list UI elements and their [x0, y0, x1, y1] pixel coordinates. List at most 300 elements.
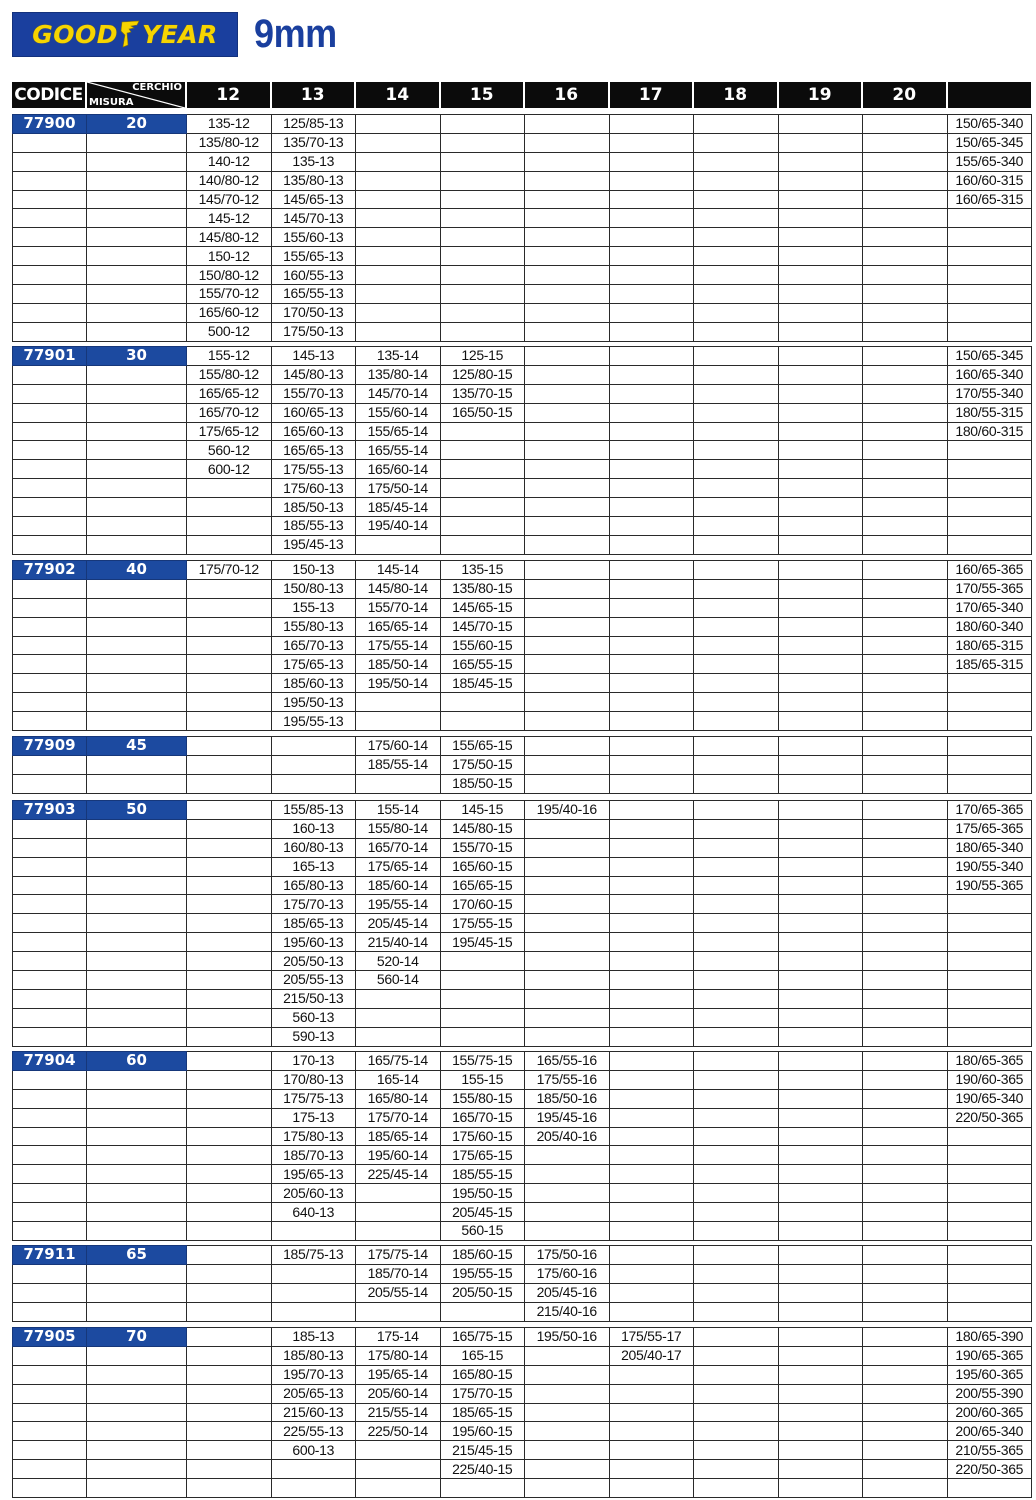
tire-size-cell: 175-13 — [271, 1108, 356, 1127]
tire-size-cell: 185/50-16 — [525, 1089, 610, 1108]
table-row — [13, 737, 1032, 756]
table-row — [13, 636, 1032, 655]
tire-size-cell — [778, 247, 863, 266]
tire-size-cell — [863, 1246, 948, 1265]
tire-size-cell — [694, 1479, 779, 1498]
tire-size-cell — [863, 655, 948, 674]
table-row — [13, 1165, 1032, 1184]
tire-size-cell — [694, 636, 779, 655]
codice-empty — [13, 133, 87, 152]
codice-value: 77911 — [13, 1246, 87, 1265]
tire-size-cell — [525, 857, 610, 876]
tire-size-cell — [187, 952, 272, 971]
tire-size-cell — [778, 989, 863, 1008]
tire-size-cell — [609, 422, 694, 441]
tire-size-cell — [778, 347, 863, 366]
tire-size-cell — [187, 1365, 272, 1384]
tire-size-cell — [187, 617, 272, 636]
tire-size-cell — [609, 1246, 694, 1265]
tire-size-cell — [356, 1184, 441, 1203]
misura-empty — [87, 1384, 187, 1403]
tire-size-cell — [525, 838, 610, 857]
tire-size-cell — [525, 933, 610, 952]
tire-size-cell — [525, 247, 610, 266]
tire-size-cell — [187, 1460, 272, 1479]
tire-size-cell — [525, 674, 610, 693]
tire-size-cell — [863, 755, 948, 774]
tire-size-cell: 145/65-15 — [440, 598, 525, 617]
tire-size-cell — [694, 712, 779, 731]
tire-size-cell — [609, 1365, 694, 1384]
table-row — [13, 693, 1032, 712]
tire-size-extra-cell — [947, 303, 1032, 322]
misura-label: MISURA — [89, 97, 134, 108]
table-row — [13, 819, 1032, 838]
table-row — [13, 1460, 1032, 1479]
tire-size-cell: 175/50-13 — [271, 322, 356, 341]
tire-size-cell: 175/80-13 — [271, 1127, 356, 1146]
codice-empty — [13, 674, 87, 693]
tire-size-cell — [609, 133, 694, 152]
tire-size-cell — [778, 1460, 863, 1479]
misura-empty — [87, 693, 187, 712]
tire-size-cell — [187, 1027, 272, 1046]
tire-size-cell — [525, 1146, 610, 1165]
column-header-rim-20: 20 — [862, 82, 947, 108]
table-row — [13, 190, 1032, 209]
misura-empty — [87, 1108, 187, 1127]
column-header-rim-18: 18 — [693, 82, 778, 108]
tire-size-cell — [187, 1184, 272, 1203]
tire-size-cell — [609, 1165, 694, 1184]
tire-size-cell — [356, 989, 441, 1008]
codice-value: 77900 — [13, 115, 87, 134]
tire-size-cell — [525, 365, 610, 384]
tire-size-cell — [863, 693, 948, 712]
tire-size-cell — [694, 535, 779, 554]
tire-size-cell — [609, 857, 694, 876]
tire-size-extra-cell: 190/60-365 — [947, 1070, 1032, 1089]
tire-size-cell — [778, 598, 863, 617]
tire-size-extra-cell: 200/55-390 — [947, 1384, 1032, 1403]
codice-empty — [13, 171, 87, 190]
tire-size-cell — [609, 1203, 694, 1222]
winged-foot-icon — [119, 19, 141, 49]
table-row — [13, 347, 1032, 366]
tire-size-extra-cell: 170/65-365 — [947, 801, 1032, 820]
tire-size-cell — [609, 914, 694, 933]
tire-size-cell: 145/65-13 — [271, 190, 356, 209]
tire-size-cell — [863, 1089, 948, 1108]
tire-size-cell — [863, 115, 948, 134]
tire-size-cell: 135/80-12 — [187, 133, 272, 152]
tire-size-cell: 155-15 — [440, 1070, 525, 1089]
table-row — [13, 209, 1032, 228]
tire-size-cell — [863, 1264, 948, 1283]
tire-size-cell: 135-12 — [187, 115, 272, 134]
tire-size-cell — [863, 1027, 948, 1046]
tire-size-cell — [440, 1008, 525, 1027]
codice-empty — [13, 933, 87, 952]
tire-size-cell: 135-13 — [271, 152, 356, 171]
tire-size-cell: 215/55-14 — [356, 1403, 441, 1422]
tire-size-cell — [187, 755, 272, 774]
codice-empty — [13, 1441, 87, 1460]
tire-size-cell: 175/55-17 — [609, 1328, 694, 1347]
tire-size-cell: 165/55-15 — [440, 655, 525, 674]
tire-size-cell — [778, 303, 863, 322]
tire-size-cell: 145/70-14 — [356, 384, 441, 403]
tire-size-cell: 175/70-12 — [187, 561, 272, 580]
section-table-5 — [12, 1051, 1032, 1241]
codice-empty — [13, 693, 87, 712]
tire-size-cell — [525, 535, 610, 554]
codice-empty — [13, 712, 87, 731]
table-row — [13, 989, 1032, 1008]
tire-size-extra-cell: 150/65-340 — [947, 115, 1032, 134]
tire-size-cell: 195/50-16 — [525, 1328, 610, 1347]
tire-size-extra-cell — [947, 1222, 1032, 1241]
tire-size-extra-cell — [947, 1127, 1032, 1146]
tire-size-cell: 125/85-13 — [271, 115, 356, 134]
misura-value: 65 — [87, 1246, 187, 1265]
section-table-0 — [12, 114, 1032, 342]
tire-size-cell — [525, 322, 610, 341]
misura-empty — [87, 285, 187, 304]
tire-size-cell: 145-14 — [356, 561, 441, 580]
section-table-2 — [12, 560, 1032, 731]
tire-size-cell — [440, 322, 525, 341]
tire-size-cell — [863, 228, 948, 247]
tire-size-cell — [440, 441, 525, 460]
table-row — [13, 479, 1032, 498]
tire-size-cell — [694, 1184, 779, 1203]
tire-size-cell: 205/60-13 — [271, 1184, 356, 1203]
misura-empty — [87, 895, 187, 914]
tire-size-extra-cell: 190/65-340 — [947, 1089, 1032, 1108]
tire-size-cell — [863, 1127, 948, 1146]
tire-size-cell — [440, 422, 525, 441]
tire-size-extra-cell — [947, 1165, 1032, 1184]
tire-size-cell — [525, 712, 610, 731]
tire-size-cell: 145/70-13 — [271, 209, 356, 228]
tire-size-cell — [187, 1422, 272, 1441]
misura-empty — [87, 247, 187, 266]
tire-size-cell — [609, 819, 694, 838]
tire-size-cell — [440, 989, 525, 1008]
tire-size-cell — [525, 347, 610, 366]
tire-size-cell — [863, 1008, 948, 1027]
tire-size-cell — [863, 1165, 948, 1184]
tire-size-cell — [778, 1302, 863, 1321]
tire-size-cell: 155/65-13 — [271, 247, 356, 266]
tire-size-cell — [778, 655, 863, 674]
tire-size-cell — [694, 617, 779, 636]
tire-size-cell — [525, 1365, 610, 1384]
tire-size-cell — [609, 1460, 694, 1479]
tire-size-extra-cell: 180/60-340 — [947, 617, 1032, 636]
tire-size-cell — [525, 1403, 610, 1422]
misura-empty — [87, 1460, 187, 1479]
misura-empty — [87, 1403, 187, 1422]
codice-empty — [13, 152, 87, 171]
tire-size-cell — [525, 133, 610, 152]
tire-size-extra-cell — [947, 933, 1032, 952]
tire-size-extra-cell — [947, 989, 1032, 1008]
tire-size-cell — [187, 712, 272, 731]
codice-empty — [13, 895, 87, 914]
tire-size-cell — [356, 1460, 441, 1479]
tire-size-cell — [863, 617, 948, 636]
tire-size-cell — [440, 535, 525, 554]
codice-empty — [13, 636, 87, 655]
tire-size-cell: 165/55-16 — [525, 1052, 610, 1071]
table-row — [13, 1403, 1032, 1422]
tire-size-cell — [778, 322, 863, 341]
tire-size-extra-cell — [947, 266, 1032, 285]
tire-size-cell — [863, 171, 948, 190]
tire-size-cell — [187, 1479, 272, 1498]
tire-size-cell — [187, 801, 272, 820]
tire-size-cell — [778, 133, 863, 152]
tire-size-extra-cell: 155/65-340 — [947, 152, 1032, 171]
tire-size-extra-cell: 180/55-315 — [947, 403, 1032, 422]
table-row — [13, 285, 1032, 304]
tire-size-cell — [694, 152, 779, 171]
tire-size-cell — [778, 1052, 863, 1071]
table-row — [13, 617, 1032, 636]
tire-size-cell — [187, 737, 272, 756]
tire-size-cell — [694, 1203, 779, 1222]
tire-size-cell — [525, 876, 610, 895]
tire-size-cell — [609, 247, 694, 266]
table-row — [13, 1052, 1032, 1071]
codice-empty — [13, 517, 87, 536]
tire-size-cell — [271, 737, 356, 756]
tire-size-cell: 195/65-13 — [271, 1165, 356, 1184]
misura-empty — [87, 266, 187, 285]
tire-size-cell: 135-15 — [440, 561, 525, 580]
tire-size-cell — [187, 1403, 272, 1422]
tire-size-cell: 195/70-13 — [271, 1365, 356, 1384]
tire-size-cell — [187, 598, 272, 617]
tire-size-cell — [778, 712, 863, 731]
tire-size-cell — [187, 479, 272, 498]
misura-empty — [87, 190, 187, 209]
tire-size-cell: 185/60-13 — [271, 674, 356, 693]
table-row — [13, 1203, 1032, 1222]
table-row — [13, 774, 1032, 793]
tire-size-cell — [694, 422, 779, 441]
tire-size-cell: 175/60-13 — [271, 479, 356, 498]
tire-size-cell: 185/65-13 — [271, 914, 356, 933]
tire-size-extra-cell: 220/50-365 — [947, 1108, 1032, 1127]
tire-size-cell — [187, 517, 272, 536]
tire-size-cell: 185/65-15 — [440, 1403, 525, 1422]
tire-size-cell — [694, 266, 779, 285]
tire-size-cell — [694, 479, 779, 498]
tire-size-cell — [778, 1027, 863, 1046]
tire-size-cell — [356, 247, 441, 266]
tire-size-cell — [440, 228, 525, 247]
tire-size-cell — [778, 1479, 863, 1498]
tire-size-cell — [778, 441, 863, 460]
misura-empty — [87, 1346, 187, 1365]
tire-size-cell — [525, 693, 610, 712]
tire-size-cell — [863, 460, 948, 479]
tire-size-cell — [778, 115, 863, 134]
tire-size-extra-cell — [947, 1008, 1032, 1027]
tire-size-cell: 205/60-14 — [356, 1384, 441, 1403]
tire-size-cell — [440, 152, 525, 171]
tire-size-cell — [609, 384, 694, 403]
tire-size-cell: 165/55-14 — [356, 441, 441, 460]
tire-size-cell — [863, 674, 948, 693]
tire-size-cell — [863, 1403, 948, 1422]
tire-size-cell: 155/65-15 — [440, 737, 525, 756]
tire-size-cell — [694, 133, 779, 152]
tire-size-cell — [694, 115, 779, 134]
tire-size-cell — [778, 517, 863, 536]
tire-size-cell: 140/80-12 — [187, 171, 272, 190]
tire-size-extra-cell — [947, 322, 1032, 341]
tire-size-cell: 145/80-15 — [440, 819, 525, 838]
tire-size-cell: 195/40-16 — [525, 801, 610, 820]
tire-size-cell — [609, 517, 694, 536]
tire-size-cell — [863, 347, 948, 366]
codice-empty — [13, 1027, 87, 1046]
column-header-extra — [947, 82, 1032, 108]
tire-size-cell — [694, 441, 779, 460]
column-header-rim-19: 19 — [778, 82, 863, 108]
codice-value: 77902 — [13, 561, 87, 580]
tire-size-cell — [609, 1302, 694, 1321]
codice-empty — [13, 1070, 87, 1089]
misura-empty — [87, 441, 187, 460]
tire-size-cell — [694, 1027, 779, 1046]
table-row — [13, 266, 1032, 285]
tire-size-cell: 175/55-14 — [356, 636, 441, 655]
table-row — [13, 517, 1032, 536]
tire-size-extra-cell — [947, 1302, 1032, 1321]
tire-size-cell — [609, 152, 694, 171]
tire-size-cell — [778, 266, 863, 285]
tire-size-cell — [863, 561, 948, 580]
tire-size-cell — [778, 561, 863, 580]
tire-size-cell — [609, 498, 694, 517]
tire-size-cell — [778, 479, 863, 498]
tire-size-cell — [778, 819, 863, 838]
tire-size-cell: 145-15 — [440, 801, 525, 820]
tire-size-cell — [525, 190, 610, 209]
tire-size-cell — [609, 1027, 694, 1046]
misura-empty — [87, 517, 187, 536]
tire-size-cell — [694, 674, 779, 693]
misura-empty — [87, 819, 187, 838]
codice-empty — [13, 1422, 87, 1441]
misura-empty — [87, 712, 187, 731]
tire-size-cell: 590-13 — [271, 1027, 356, 1046]
misura-empty — [87, 535, 187, 554]
tire-size-cell — [694, 1052, 779, 1071]
tire-size-cell: 185/55-14 — [356, 755, 441, 774]
tire-size-cell: 155-14 — [356, 801, 441, 820]
tire-size-cell: 175/65-13 — [271, 655, 356, 674]
tire-size-cell — [694, 579, 779, 598]
tire-size-extra-cell — [947, 1246, 1032, 1265]
tire-size-cell — [863, 247, 948, 266]
tire-size-cell — [694, 1441, 779, 1460]
misura-empty — [87, 1479, 187, 1498]
tire-size-cell: 195/45-13 — [271, 535, 356, 554]
tire-size-cell — [694, 895, 779, 914]
tire-size-cell — [609, 1422, 694, 1441]
codice-empty — [13, 876, 87, 895]
tire-size-cell — [187, 535, 272, 554]
tire-size-cell — [187, 989, 272, 1008]
codice-empty — [13, 1203, 87, 1222]
tire-size-cell — [187, 674, 272, 693]
tire-size-extra-cell — [947, 285, 1032, 304]
tire-size-extra-cell: 160/65-340 — [947, 365, 1032, 384]
tire-size-cell — [778, 1008, 863, 1027]
tire-size-cell — [525, 774, 610, 793]
tire-size-cell — [609, 365, 694, 384]
tire-size-cell — [609, 579, 694, 598]
tire-size-cell — [863, 1108, 948, 1127]
tire-size-cell — [609, 115, 694, 134]
tire-size-extra-cell: 170/55-365 — [947, 579, 1032, 598]
tire-size-cell: 175-14 — [356, 1328, 441, 1347]
tire-size-cell — [778, 1165, 863, 1184]
tire-size-cell: 225/45-14 — [356, 1165, 441, 1184]
tire-size-cell — [609, 190, 694, 209]
misura-value: 20 — [87, 115, 187, 134]
codice-empty — [13, 1479, 87, 1498]
tire-size-cell — [187, 1283, 272, 1302]
tire-size-cell — [525, 228, 610, 247]
tire-size-cell — [863, 441, 948, 460]
tire-size-cell: 175/55-16 — [525, 1070, 610, 1089]
tire-size-cell — [694, 598, 779, 617]
tire-size-cell: 140-12 — [187, 152, 272, 171]
tire-size-cell — [609, 952, 694, 971]
tire-size-cell — [863, 989, 948, 1008]
tire-size-cell — [778, 1089, 863, 1108]
tire-size-cell — [609, 403, 694, 422]
tire-size-cell — [694, 655, 779, 674]
tire-size-cell — [187, 1108, 272, 1127]
table-row — [13, 579, 1032, 598]
tire-size-cell: 185/45-15 — [440, 674, 525, 693]
tire-size-cell: 135/70-15 — [440, 384, 525, 403]
logo-text-right: YEAR — [142, 19, 218, 49]
tire-size-cell — [356, 1222, 441, 1241]
codice-value: 77905 — [13, 1328, 87, 1347]
tire-size-cell — [694, 737, 779, 756]
tire-size-cell — [863, 1222, 948, 1241]
tire-size-cell — [609, 693, 694, 712]
tire-size-cell: 195/50-13 — [271, 693, 356, 712]
misura-empty — [87, 422, 187, 441]
tire-size-cell — [694, 1302, 779, 1321]
codice-empty — [13, 655, 87, 674]
tire-size-cell — [440, 285, 525, 304]
tire-size-cell: 150/80-12 — [187, 266, 272, 285]
codice-value: 77909 — [13, 737, 87, 756]
tire-size-cell: 165/80-13 — [271, 876, 356, 895]
codice-empty — [13, 838, 87, 857]
